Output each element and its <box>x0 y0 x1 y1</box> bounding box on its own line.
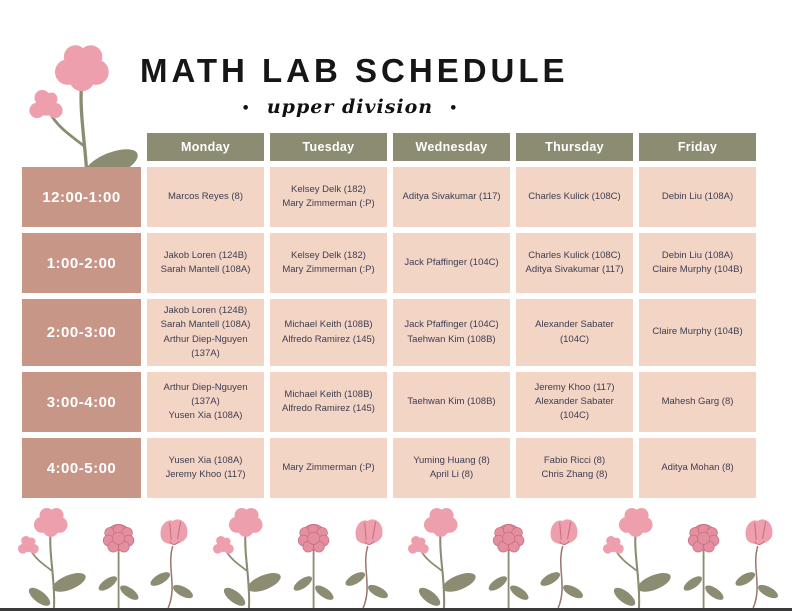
schedule-cell <box>639 233 756 293</box>
carnation-flower-icon <box>396 504 481 608</box>
chrysanthemum-flower-icon <box>676 516 731 608</box>
person-entry: Arthur Diep-Nguyen (137A) <box>163 333 248 359</box>
poppy-flower-icon <box>731 510 786 608</box>
person-entry: Alexander Sabater (104C) <box>535 319 614 345</box>
schedule-cell <box>393 167 510 227</box>
schedule-cell <box>147 299 264 366</box>
schedule-cell <box>516 372 633 432</box>
person-entry: Yuming Huang (8) <box>413 454 490 466</box>
schedule-cell <box>639 167 756 227</box>
schedule-cell <box>393 233 510 293</box>
person-entry: Michael Keith (108B) <box>284 319 373 331</box>
person-entry: Jeremy Khoo (117) <box>534 381 615 393</box>
person-entry: Aditya Mohan (8) <box>661 461 734 473</box>
schedule-cell <box>516 438 633 498</box>
day-header-wednesday: Wednesday <box>393 133 510 161</box>
bullet-left: • <box>241 100 251 116</box>
person-entry: Mary Zimmerman (:P) <box>282 461 375 473</box>
person-entry: Debin Liu (108A) <box>661 249 734 261</box>
person-entry: Marcos Reyes (8) <box>168 190 243 202</box>
schedule-cell <box>639 299 756 366</box>
schedule-cell <box>639 372 756 432</box>
person-entry: Jakob Loren (124B) <box>163 305 248 316</box>
schedule-cell <box>270 372 387 432</box>
schedule-cell <box>270 167 387 227</box>
schedule-cell <box>516 167 633 227</box>
person-entry: Yusen Xia (108A) <box>168 410 243 422</box>
person-entry: Debin Liu (108A) <box>661 190 734 202</box>
schedule-cell <box>393 372 510 432</box>
day-header-friday: Friday <box>639 133 756 161</box>
person-entry: Charles Kulick (108C) <box>528 190 621 202</box>
person-entry: Sarah Mantell (108A) <box>160 264 251 275</box>
person-entry: Mary Zimmerman (:P) <box>282 264 375 275</box>
schedule-cell <box>270 438 387 498</box>
title-block <box>140 52 569 118</box>
schedule-grid <box>22 133 756 498</box>
schedule-cell <box>147 372 264 432</box>
person-entry: Alexander Sabater (104C) <box>535 395 614 422</box>
carnation-flower-icon <box>201 504 286 608</box>
person-entry: Alfredo Ramirez (145) <box>282 333 375 345</box>
page-subtitle <box>140 96 560 118</box>
person-entry: Taehwan Kim (108B) <box>407 395 496 407</box>
page-title: MATH LAB SCHEDULE <box>140 52 569 89</box>
chrysanthemum-flower-icon <box>91 516 146 608</box>
time-slot-label: 4:00-5:00 <box>22 438 141 498</box>
poppy-flower-icon <box>341 510 396 608</box>
person-entry: Jeremy Khoo (117) <box>165 469 246 480</box>
person-entry: Aditya Sivakumar (117) <box>525 264 624 275</box>
person-entry: Sarah Mantell (108A) <box>160 319 251 331</box>
person-entry: Mahesh Garg (8) <box>661 395 734 407</box>
carnation-flower-icon <box>591 504 676 608</box>
chrysanthemum-flower-icon <box>481 516 536 608</box>
carnation-flower-icon <box>6 504 91 608</box>
person-entry: Claire Murphy (104B) <box>652 264 743 275</box>
person-entry: Alfredo Ramirez (145) <box>282 403 375 414</box>
person-entry: Jakob Loren (124B) <box>163 249 248 261</box>
time-slot-label: 1:00-2:00 <box>22 233 141 293</box>
day-header-monday: Monday <box>147 133 264 161</box>
person-entry: Aditya Sivakumar (117) <box>402 190 501 202</box>
schedule-cell <box>393 299 510 366</box>
person-entry: Charles Kulick (108C) <box>528 249 621 261</box>
person-entry: Kelsey Delk (182) <box>291 183 366 195</box>
time-slot-label: 12:00-1:00 <box>22 167 141 227</box>
schedule-cell <box>516 299 633 366</box>
person-entry: Yusen Xia (108A) <box>168 454 243 466</box>
chrysanthemum-flower-icon <box>286 516 341 608</box>
time-slot-label: 3:00-4:00 <box>22 372 141 432</box>
schedule-cell <box>393 438 510 498</box>
person-entry: Jack Pfaffinger (104C) <box>404 319 499 331</box>
bullet-right: • <box>449 100 459 116</box>
person-entry: Jack Pfaffinger (104C) <box>404 256 499 268</box>
flower-border <box>0 502 792 608</box>
person-entry: Chris Zhang (8) <box>541 469 608 480</box>
day-header-tuesday: Tuesday <box>270 133 387 161</box>
person-entry: Fabio Ricci (8) <box>543 454 606 466</box>
poppy-flower-icon <box>146 510 201 608</box>
time-slot-label: 2:00-3:00 <box>22 299 141 366</box>
subtitle-text: upper division <box>266 96 434 118</box>
schedule-cell <box>147 167 264 227</box>
person-entry: Arthur Diep-Nguyen (137A) <box>163 381 248 407</box>
schedule-cell <box>270 233 387 293</box>
person-entry: Claire Murphy (104B) <box>652 326 743 338</box>
schedule-cell <box>147 233 264 293</box>
grid-corner-spacer <box>22 133 141 161</box>
person-entry: Taehwan Kim (108B) <box>407 333 496 345</box>
schedule-cell <box>147 438 264 498</box>
schedule-cell <box>639 438 756 498</box>
person-entry: Kelsey Delk (182) <box>291 249 366 261</box>
person-entry: Mary Zimmerman (:P) <box>282 198 375 209</box>
schedule-cell <box>516 233 633 293</box>
poppy-flower-icon <box>536 510 591 608</box>
day-header-thursday: Thursday <box>516 133 633 161</box>
schedule-cell <box>270 299 387 366</box>
person-entry: April Li (8) <box>429 469 474 480</box>
person-entry: Michael Keith (108B) <box>284 388 373 400</box>
